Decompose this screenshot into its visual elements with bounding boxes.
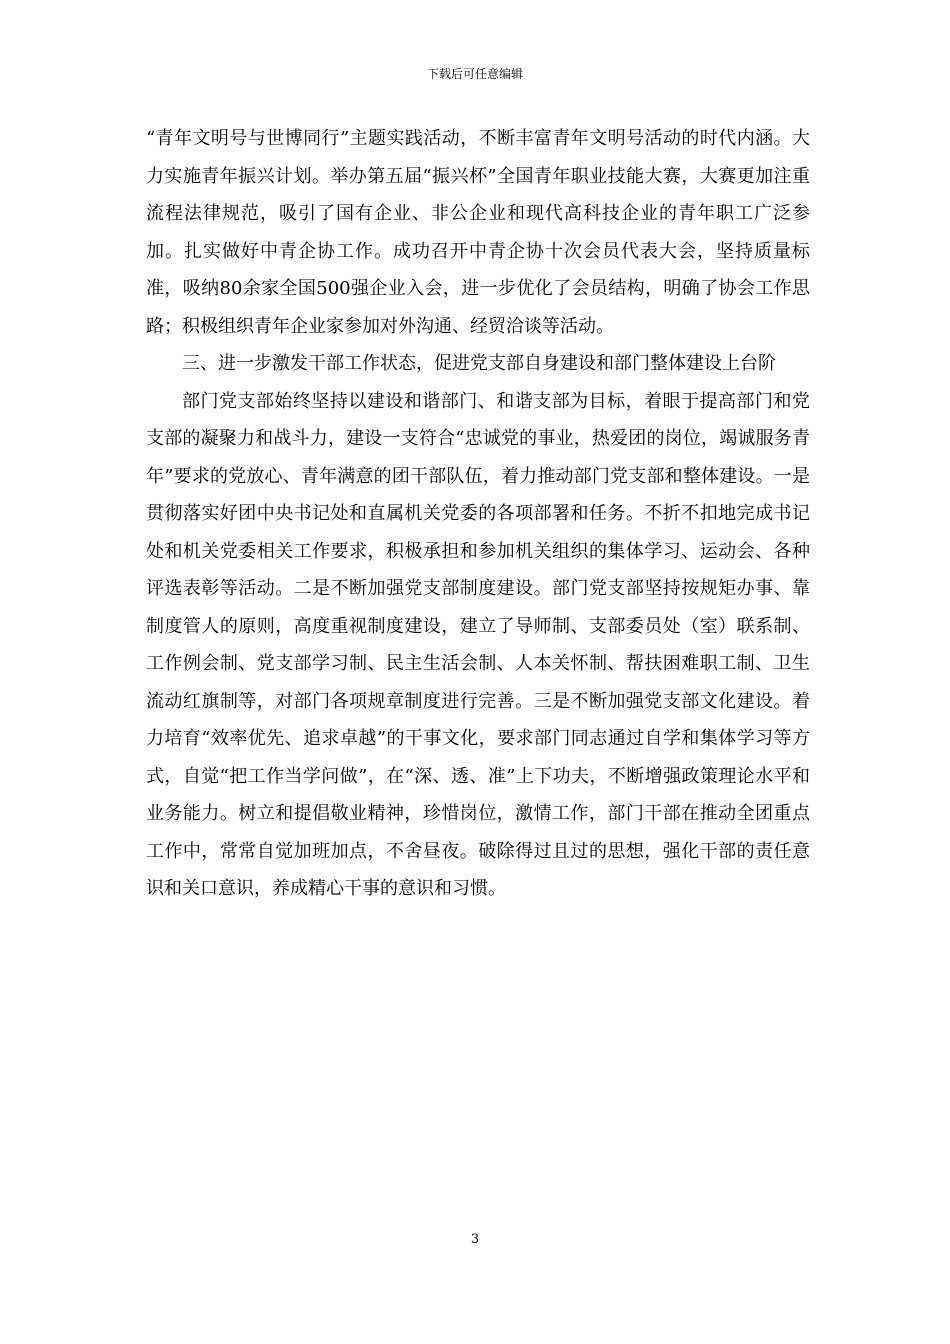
page-body	[146, 120, 810, 908]
section-heading: 三、进一步激发干部工作状态，促进党支部自身建设和部门整体建设上台阶	[182, 353, 776, 374]
page-header: 下载后可任意编辑	[426, 67, 523, 81]
paragraph-continued: “青年文明号与世博同行”主题实践活动，不断丰富青年文明号活动的时代内涵。大力实施青年振兴计划。举办第五届“振兴杯”全国青年职业技能大赛，大赛更加注重流程法律规范，吸引了国有企业、非公企业和现代高科技企业的青年职工广泛参加。扎实做好中青企协工作。成功召开中青企协十次会员代表大会，坚持质量标准，吸纳80余家全国500强企业入会，进一步优化了会员结构，明确了协会工作思路；积极组织青年企业家参加对外沟通、经贸洽谈等活动。	[146, 128, 810, 337]
page-number: 3	[470, 1232, 480, 1247]
paragraph-party-branch: 部门党支部始终坚持以建设和谐部门、和谐支部为目标，着眼于提高部门和党支部的凝聚力和战斗力，建设一支符合“忠诚党的事业，热爱团的岗位，竭诚服务青年”要求的党放心、青年满意的团干部队伍，着力推动部门党支部和整体建设。一是贯彻落实好团中央书记处和直属机关党委的各项部署和任务。不折不扣地完成书记处和机关党委相关工作要求，积极承担和参加机关组织的集体学习、运动会、各种评选表彰等活动。二是不断加强党支部制度建设。部门党支部坚持按规矩办事、靠制度管人的原则，高度重视制度建设，建立了导师制、支部委员处（室）联系制、工作例会制、党支部学习制、民主生活会制、人本关怀制、帮扶困难职工制、卫生流动红旗制等，对部门各项规章制度进行完善。三是不断加强党支部文化建设。着力培育“效率优先、追求卓越”的干事文化，要求部门同志通过自学和集体学习等方式，自觉“把工作当学问做”，在“深、透、准”上下功夫，不断增强政策理论水平和业务能力。树立和提倡敬业精神，珍惜岗位，激情工作，部门干部在推动全团重点工作中，常常自觉加班加点，不舍昼夜。破除得过且过的思想，强化干部的责任意识和关口意识，养成精心干事的意识和习惯。	[146, 390, 810, 899]
